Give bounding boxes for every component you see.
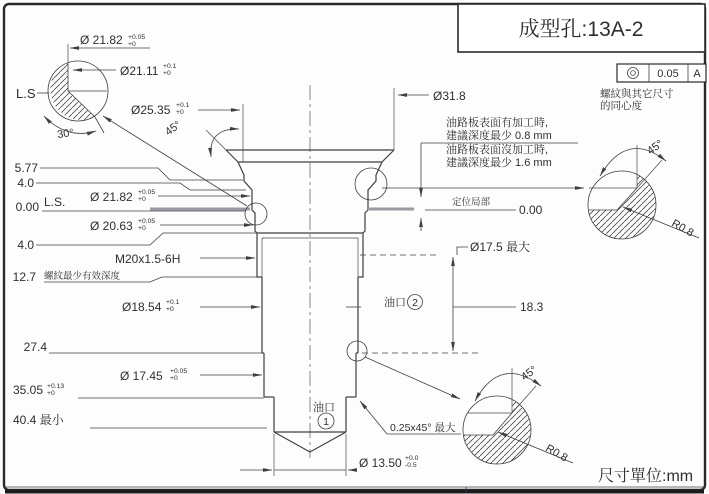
detail-leader (365, 357, 460, 399)
dim-tol-upper: +0.1 (166, 299, 180, 306)
dim-value: Ø 13.50 (359, 456, 402, 470)
oil-port-1-label (313, 400, 335, 429)
level-4-0-b: 4.0 (17, 238, 34, 252)
dim-tol-lower: +0 (128, 41, 136, 48)
dim-thread (115, 252, 255, 266)
dim-tol-lower: +0 (138, 225, 146, 232)
oil-port-2-number: 2 (412, 297, 418, 309)
dim-value: Ø17.5 最大 (470, 240, 531, 254)
title-block-strip (5, 490, 704, 494)
thread-depth-note: 螺紋最少有效深度 (44, 271, 121, 282)
note-machined-1: 油路板表面有加工時, (446, 117, 549, 129)
dim-tol-lower: +0 (176, 109, 184, 116)
dim-value: M20x1.5-6H (115, 252, 181, 266)
dim-tol-upper: +0.05 (128, 34, 146, 41)
dim-45-top (163, 119, 239, 162)
dim-tol-upper: +0.05 (138, 218, 156, 225)
locating-label: 定位局部 (452, 197, 491, 208)
dim-value: Ø 21.82 (80, 33, 123, 47)
dim-tol-lower: +0 (170, 375, 178, 382)
dim-value: Ø31.8 (433, 89, 466, 103)
level-5-77: 5.77 (14, 161, 38, 175)
ls-top-label: L.S (16, 86, 36, 101)
dim-21-11 (73, 63, 177, 78)
dim-tol-upper: +0.1 (176, 102, 190, 109)
drawing-frame (4, 4, 705, 494)
dim-value: Ø 21.82 (90, 190, 133, 204)
locating-land-note (425, 196, 543, 217)
radius-label: R0.8 (543, 442, 570, 465)
dim-value: Ø 17.45 (120, 369, 163, 383)
detail-markers (245, 168, 387, 361)
dim-tol-lower: -0.5 (405, 462, 417, 469)
radius-label: R0.8 (669, 217, 696, 240)
dim-21-82-left (90, 189, 250, 204)
note-raw-1: 油路板表面沒加工時, (446, 144, 549, 156)
dim-17-5-max (360, 239, 544, 353)
dim-20-63 (90, 218, 253, 233)
concentricity-fcf (600, 64, 706, 112)
dim-value: Ø 20.63 (90, 219, 133, 233)
dim-21-82-top (68, 33, 150, 62)
locating-value: 0.00 (519, 203, 543, 217)
level-40-4: 40.4 最小 (13, 413, 64, 427)
fcf-desc-1: 螺紋與其它尺寸 (600, 88, 674, 100)
dim-value: Ø25.35 (131, 103, 171, 117)
dim-25-35 (131, 102, 243, 162)
dim-tol-lower: +0 (166, 306, 174, 313)
dim-13-50 (240, 434, 419, 476)
fcf-datum: A (693, 68, 701, 80)
dim-tol-lower: +0 (163, 70, 171, 77)
level-4-0-a: 4.0 (17, 176, 34, 190)
dim-35-05 (13, 383, 264, 398)
dim-tol-upper: +0.05 (170, 368, 188, 375)
dim-value: 35.05 (13, 383, 44, 397)
detail-view-lower-right (365, 357, 573, 464)
angle-30-label: 30° (56, 126, 75, 142)
angle-45-label: 45° (162, 118, 184, 139)
dim-tol-upper: +0.13 (47, 383, 65, 390)
page-title: 成型孔:13A-2 (518, 18, 644, 41)
dim-tol-upper: +0.0 (405, 455, 419, 462)
ls-left-label: L.S. (44, 195, 66, 209)
level-0-00: 0.00 (15, 200, 39, 214)
fcf-desc-2: 的同心度 (600, 100, 642, 112)
dim-value: Ø18.54 (122, 300, 162, 314)
level-12-7: 12.7 (12, 270, 36, 284)
angle-45-label: 45° (518, 363, 540, 384)
level-27-4: 27.4 (23, 340, 47, 354)
oil-port-1-number: 1 (323, 416, 329, 428)
dim-value: Ø21.11 (120, 64, 159, 78)
oil-port-1-text: 油口 (313, 402, 335, 414)
title-box (458, 4, 705, 52)
dim-18-54 (122, 299, 260, 314)
dim-tol-lower: +0 (47, 390, 55, 397)
note-raw-2: 建議深度最少 1.6 mm (446, 157, 552, 169)
fcf-tolerance: 0.05 (657, 68, 679, 80)
dim-18-3: 18.3 (520, 300, 544, 314)
chamfer-note (360, 401, 461, 434)
dim-tol-upper: +0.05 (138, 189, 156, 196)
oil-port-2-text: 油口 (384, 297, 406, 309)
dim-tol-upper: +0.1 (163, 63, 177, 70)
chamfer-text: 0.25x45° 最大 (390, 422, 456, 434)
units-label: 尺寸單位:mm (598, 468, 694, 485)
dim-tol-lower: +0 (138, 196, 146, 203)
note-machined-2: 建議深度最少 0.8 mm (446, 130, 552, 142)
oil-plate-notes (421, 115, 578, 231)
angle-45-label: 45° (644, 137, 666, 158)
detail-view-ls (16, 61, 247, 206)
dim-17-45 (120, 368, 262, 383)
